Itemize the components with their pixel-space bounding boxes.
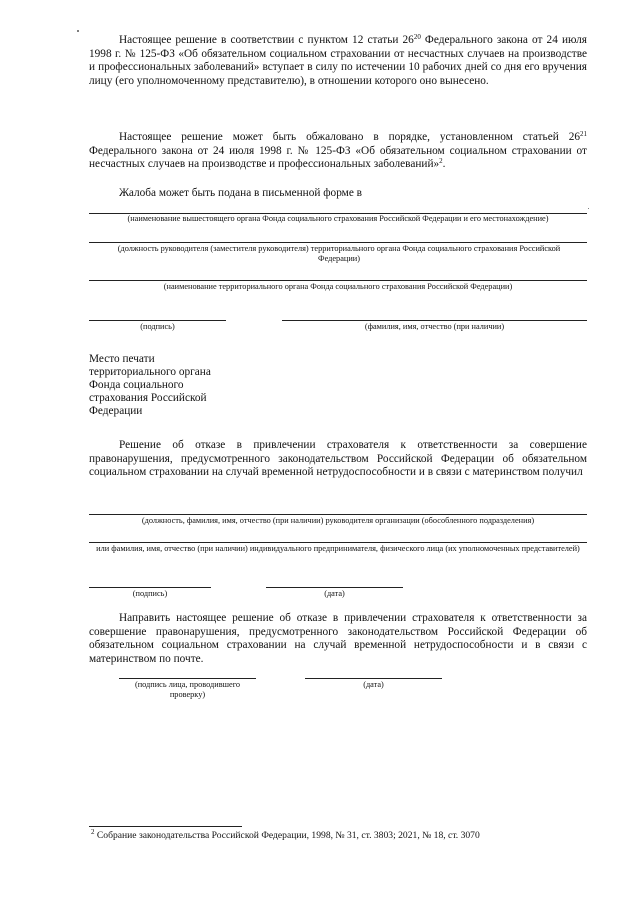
paragraph-appeal	[89, 131, 587, 172]
inspector-signature-line	[119, 678, 256, 679]
signature2-line	[89, 587, 211, 588]
date2-caption: (дата)	[363, 680, 384, 689]
full-name-caption: (фамилия, имя, отчество (при наличии)	[364, 322, 505, 331]
footnote-separator	[89, 826, 242, 827]
footnote-text: Собрание законодательства Российской Федерации, 1998, № 31, ст. 3803; 2021, № 18, ст. 3070	[94, 830, 480, 841]
footnote-mark: 2	[91, 828, 95, 836]
paragraph-send: Направить настоящее решение об отказе в привлечении страхователя к ответственности за совершение правонарушения, предусмотренного законодательством Российской Федерации об обязательном социальном страховании на случай временной нетрудоспособности и в связи с материнством по почте.	[89, 612, 587, 665]
entrepreneur-caption: или фамилия, имя, отчество (при наличии) индивидуального предпринимателя, физического лица (их уполномоченных представителей)	[96, 544, 580, 553]
stamp-line-2: территориального органа	[89, 366, 211, 378]
stamp-line-3: Фонда социального	[89, 379, 184, 391]
date-caption: (дата)	[324, 589, 345, 598]
signature2-caption: (подпись)	[132, 589, 168, 598]
higher-body-caption: (наименование вышестоящего органа Фонда социального страхования Российской Федерации и его местонахождение)	[127, 214, 549, 223]
para2-text-a: Настоящее решение может быть обжаловано в порядке, установленном статьей 26	[119, 131, 580, 143]
stamp-line-5: Федерации	[89, 405, 143, 417]
para1-text-a: Настоящее решение в соответствии с пунктом 12 статьи 26	[119, 34, 414, 46]
stamp-place	[89, 353, 211, 418]
territorial-body-field-line	[89, 280, 587, 281]
inspector-signature-caption: (подпись лица, проводившего проверку)	[134, 680, 241, 699]
para1-text-b: Федерального закона от 24 июля 1998 г. № 125-ФЗ «Об обязательном социальном страховании от несчастных случаев на производстве и профессиональных заболеваний» вступает в силу по истечении 10 рабочих дней со дня его вручения лицу (его уполномоченному представителю), в отношении которого оно вынесено.	[89, 34, 587, 87]
date2-line	[305, 678, 442, 679]
scan-speck	[77, 30, 79, 32]
paragraph-received: Решение об отказе в привлечении страхователя к ответственности за совершение правонарушения, предусмотренного законодательством Российской Федерации об обязательном социальном страховании на случай временной нетрудоспособности и в связи с материнством получил	[89, 439, 587, 479]
complaint-line: Жалоба может быть подана в письменной форме в	[119, 187, 362, 199]
head-position-field-line	[89, 242, 587, 243]
signature-line	[89, 320, 226, 321]
para2-text-b: Федерального закона от 24 июля 1998 г. № 125-ФЗ «Об обязательном социальном страховании от несчастных случаев на производстве и профессиональных заболеваний»	[89, 144, 587, 171]
footnote-ref: 2	[439, 157, 443, 166]
org-head-caption: (должность, фамилия, имя, отчество (при наличии) руководителя организации (обособленного подразделения)	[141, 516, 535, 525]
para2-text-c: .	[442, 158, 446, 171]
stamp-line-4: страхования Российской	[89, 392, 207, 404]
stamp-line-1: Место печати	[89, 353, 155, 365]
signature-caption: (подпись)	[140, 322, 175, 331]
entrepreneur-field-line	[89, 542, 587, 543]
full-name-line	[282, 320, 587, 321]
head-position-caption: (должность руководителя (заместителя руководителя) территориального органа Фонда социального страхования Российской Федерации)	[117, 244, 561, 263]
org-head-field-line	[89, 514, 587, 515]
footnote	[91, 830, 480, 842]
date-line	[266, 587, 403, 588]
scan-speck	[588, 208, 589, 209]
para2-sup: 21	[580, 130, 587, 138]
territorial-body-caption: (наименование территориального органа Фонда социального страхования Российской Федерации)	[163, 282, 513, 291]
para1-sup: 20	[413, 33, 421, 41]
paragraph-entry-into-force	[89, 34, 587, 88]
